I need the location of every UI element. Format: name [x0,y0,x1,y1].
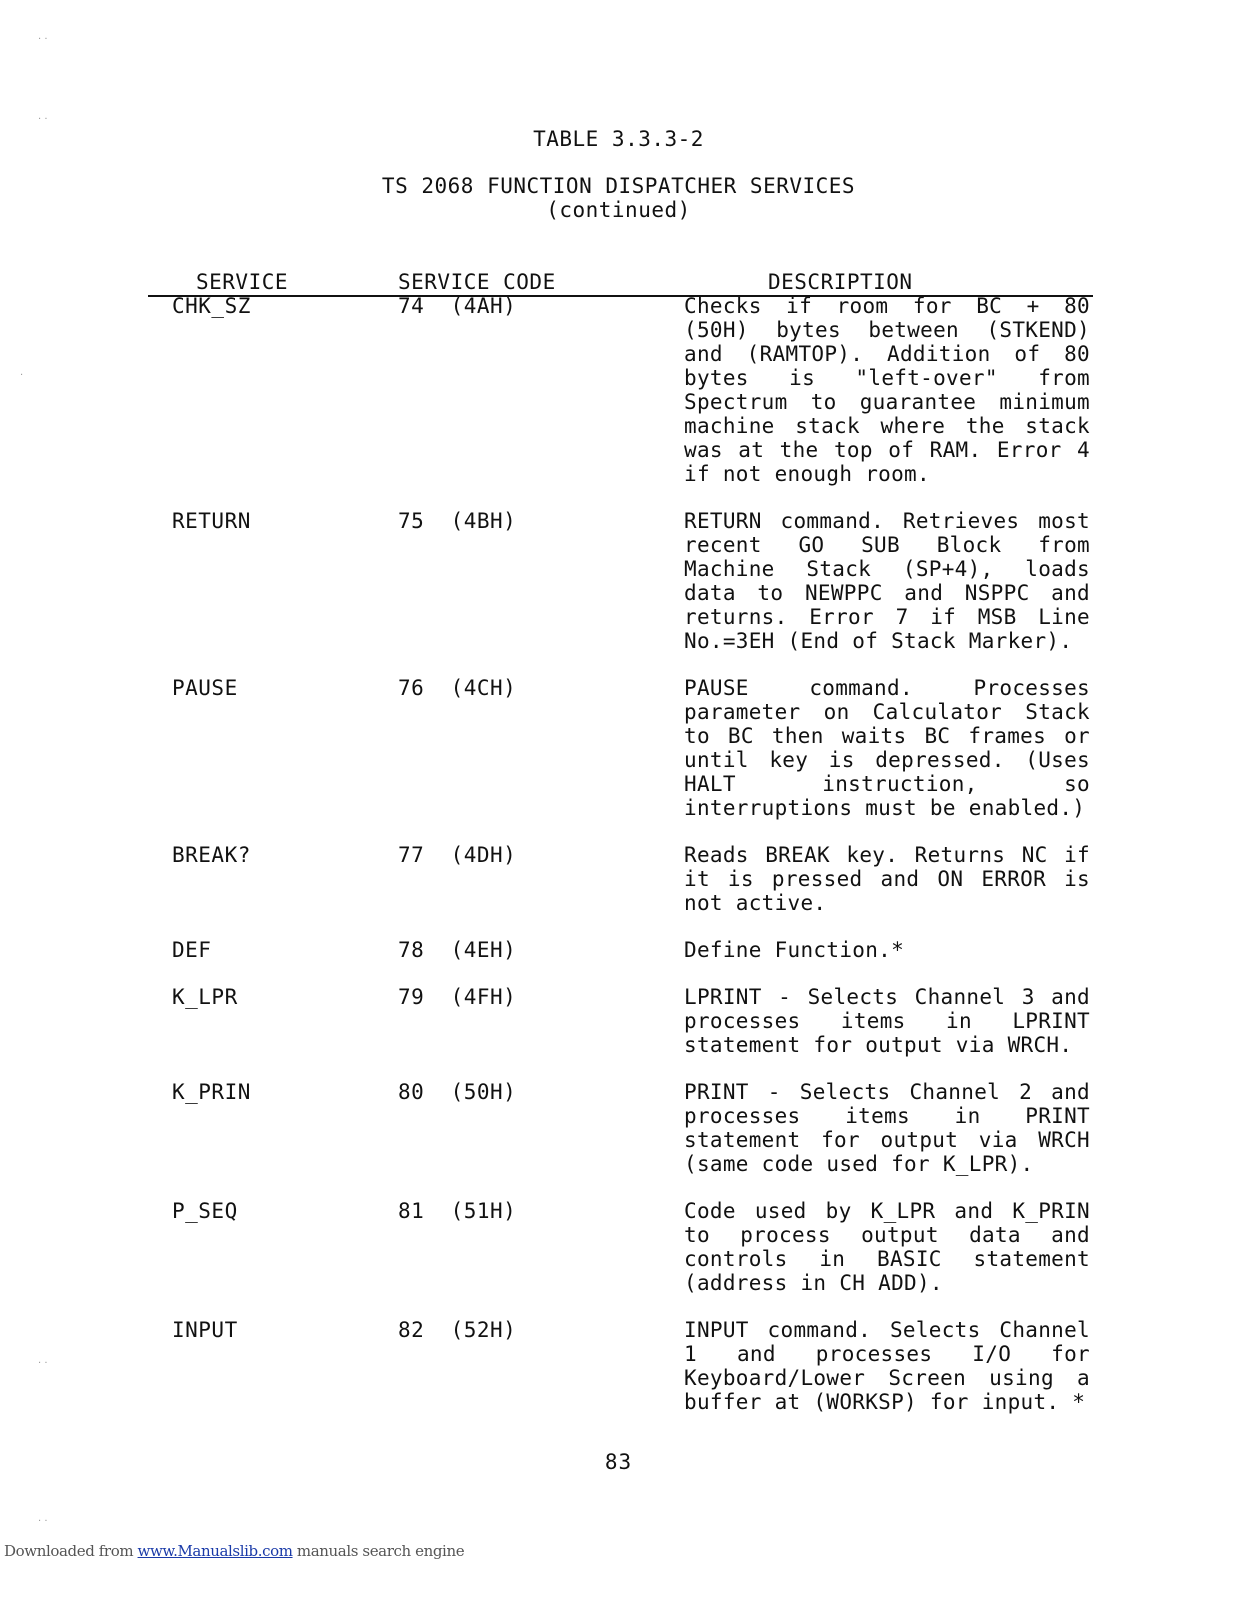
service-code: 77 (4DH) [398,843,517,867]
service-code: 81 (51H) [398,1199,517,1223]
table-row [0,1080,1237,1176]
table-row [0,938,1237,962]
page-number: 83 [604,1450,633,1474]
service-code: 78 (4EH) [398,938,517,962]
table-row [0,843,1237,915]
service-description: PAUSE command. Processes parameter on Calculator Stack to BC then waits BC frames or until key is depressed. (Uses HALT instruction, so interruptions must be enabled.) [684,676,1090,820]
table-title: TABLE 3.3.3-2 [533,127,704,151]
table-subtitle: TS 2068 FUNCTION DISPATCHER SERVICES [381,174,856,198]
service-description: Checks if room for BC + 80 (50H) bytes between (STKEND) and (RAMTOP). Addition of 80 bytes is "left-over" from Spectrum to guarantee minimum machine stack where the stack was at the top of RAM. Error 4 if not enough room. [684,294,1090,486]
service-code: 80 (50H) [398,1080,517,1104]
column-header-service-code: SERVICE CODE [398,270,556,294]
services-table [0,294,1237,1414]
service-code: 76 (4CH) [398,676,517,700]
footer-suffix: manuals search engine [292,1542,465,1560]
download-footer [4,1541,464,1561]
table-row [0,294,1237,486]
table-subtitle-continued: (continued) [546,198,691,222]
table-row [0,676,1237,820]
table-row [0,985,1237,1057]
service-name: P_SEQ [172,1199,238,1223]
column-header-description: DESCRIPTION [768,270,913,294]
service-code: 79 (4FH) [398,985,517,1009]
service-name: K_PRIN [172,1080,251,1104]
service-description: RETURN command. Retrieves most recent GO SUB Block from Machine Stack (SP+4), loads data to NEWPPC and NSPPC and returns. Error 7 if MSB Line No.=3EH (End of Stack Marker). [684,509,1090,653]
service-description: Reads BREAK key. Returns NC if it is pressed and ON ERROR is not active. [684,843,1090,915]
service-description: Code used by K_LPR and K_PRIN to process output data and controls in BASIC statement (address in CH ADD). [684,1199,1090,1295]
service-name: BREAK? [172,843,251,867]
scan-speck: · · [38,1516,48,1527]
scan-speck: · · [38,114,48,125]
service-name: DEF [172,938,212,962]
service-name: RETURN [172,509,251,533]
manualslib-link[interactable]: www.Manualslib.com [137,1542,293,1560]
service-name: CHK_SZ [172,294,251,318]
table-row [0,1199,1237,1295]
scan-speck: · · [38,34,48,45]
table-row [0,1318,1237,1414]
service-name: INPUT [172,1318,238,1342]
scan-speck: · · [38,1358,48,1369]
service-code: 82 (52H) [398,1318,517,1342]
service-description: Define Function.* [684,938,905,962]
column-header-service: SERVICE [196,270,289,294]
service-description: PRINT - Selects Channel 2 and processes items in PRINT statement for output via WRCH (same code used for K_LPR). [684,1080,1090,1176]
scan-speck: · [20,370,24,381]
service-name: K_LPR [172,985,238,1009]
service-description: LPRINT - Selects Channel 3 and processes items in LPRINT statement for output via WRCH. [684,985,1090,1057]
service-code: 75 (4BH) [398,509,517,533]
service-code: 74 (4AH) [398,294,517,318]
table-row [0,509,1237,653]
footer-prefix: Downloaded from [4,1542,138,1560]
service-description: INPUT command. Selects Channel 1 and processes I/O for Keyboard/Lower Screen using a buffer at (WORKSP) for input. * [684,1318,1090,1414]
service-name: PAUSE [172,676,238,700]
